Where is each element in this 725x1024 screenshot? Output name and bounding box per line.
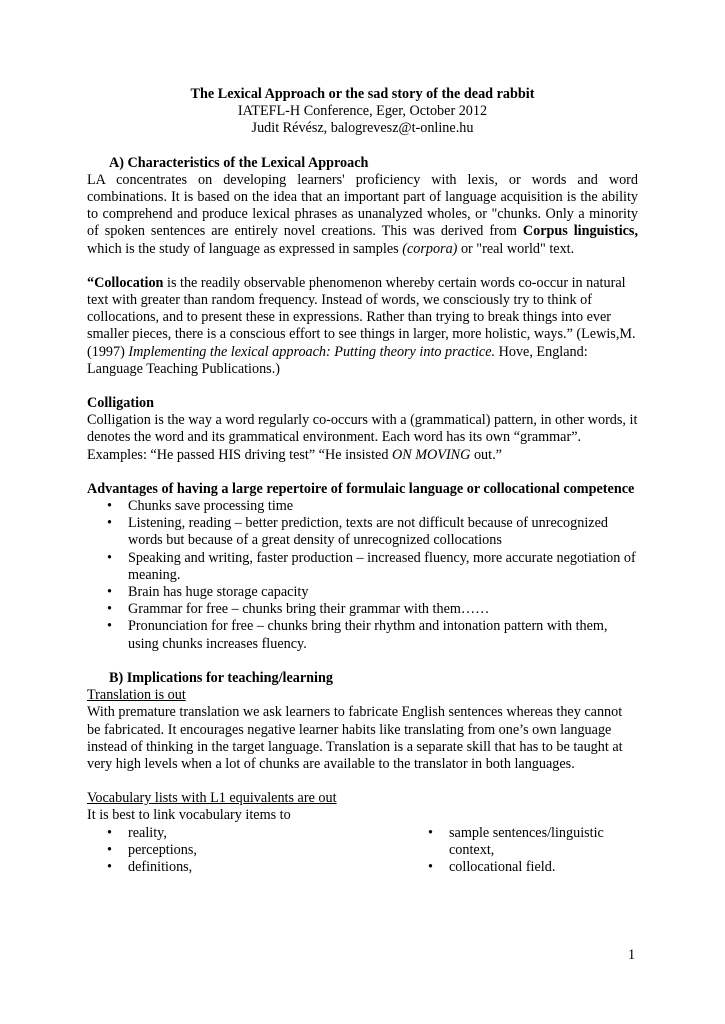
list-item-text: Speaking and writing, faster production – increased fluency, more accurate negotiation of meaning. xyxy=(128,549,636,583)
vocab-right-column xyxy=(387,825,638,877)
bullet-icon: • xyxy=(107,549,112,566)
list-item-text: Listening, reading – better prediction, texts are not difficult because of unrecognized words but because of a great density of unrecognized collocations xyxy=(128,515,608,549)
section-a-heading: A) Characteristics of the Lexical Approach xyxy=(109,154,369,171)
para1-bold-term: Corpus linguistics, xyxy=(522,223,638,240)
bullet-icon: • xyxy=(107,515,112,532)
list-item xyxy=(107,601,638,618)
vocab-columns xyxy=(87,825,638,877)
section-a-paragraph xyxy=(87,172,638,258)
list-item-text: Pronunciation for free – chunks bring their rhythm and intonation pattern with them, using chunks increases fluency. xyxy=(128,618,608,652)
colligation-end: out.” xyxy=(470,446,502,463)
list-item xyxy=(107,824,387,842)
document-title: The Lexical Approach or the sad story of the dead rabbit xyxy=(190,86,535,102)
list-item xyxy=(428,824,638,859)
list-item-text: Chunks save processing time xyxy=(128,498,294,515)
quote-text: is the readily observable phenomenon whereby certain words co-occur in natural text with greater than random frequency. Instead of words, we consciously try to think of collocations, and to present these in expressions. Rather than trying to break things into ever smaller pieces, there is a conscious effort to see things in larger, more holistic, ways.” (Lewis,M. (1997) xyxy=(87,274,636,360)
colligation-paragraph xyxy=(87,412,638,464)
bullet-icon: • xyxy=(107,584,112,601)
list-item xyxy=(107,618,638,652)
list-item-text: perceptions, xyxy=(128,841,197,858)
para1-text-3: or "real world" text. xyxy=(457,240,575,257)
conference-line: IATEFL-H Conference, Eger, October 2012 xyxy=(237,103,488,120)
list-item xyxy=(107,841,387,859)
vocab-left-list xyxy=(87,825,387,877)
vocab-left-column xyxy=(87,825,387,877)
quote-book-title: Implementing the lexical approach: Putting theory into practice. xyxy=(128,343,496,360)
list-item xyxy=(428,858,638,876)
list-item-text: Grammar for free – chunks bring their grammar with them…… xyxy=(128,601,490,618)
advantages-heading: Advantages of having a large repertoire of formulaic language or collocational competence xyxy=(87,480,635,497)
vocab-heading: Vocabulary lists with L1 equivalents are out xyxy=(87,790,337,807)
list-item-text: collocational field. xyxy=(449,858,556,875)
bullet-icon: • xyxy=(428,858,433,875)
list-item xyxy=(107,549,638,584)
bullet-icon: • xyxy=(107,601,112,618)
vocab-right-list xyxy=(408,825,638,877)
vocab-intro: It is best to link vocabulary items to xyxy=(87,807,291,824)
list-item xyxy=(107,858,387,876)
advantages-list xyxy=(87,498,638,653)
quote-end: Hove, England: Language Teaching Publications.) xyxy=(87,343,588,377)
list-item-text: reality, xyxy=(128,824,167,841)
bullet-icon: • xyxy=(107,618,112,635)
list-item xyxy=(107,515,638,549)
author-line: Judit Révész, balogrevesz@t-online.hu xyxy=(251,120,474,137)
colligation-text: Colligation is the way a word regularly co-occurs with a (grammatical) pattern, in other words, it denotes the word and its grammatical environment. Each word has its own “grammar”. Examples: “He passed HIS driving test” “He insisted xyxy=(87,412,638,463)
page-number: 1 xyxy=(628,947,636,963)
bullet-icon: • xyxy=(428,824,433,841)
para1-italic-term: (corpora) xyxy=(402,240,458,257)
list-item-text: definitions, xyxy=(128,858,193,875)
document-page xyxy=(87,86,638,876)
colligation-heading: Colligation xyxy=(87,395,155,412)
list-item-text: Brain has huge storage capacity xyxy=(128,584,309,601)
list-item xyxy=(107,498,638,515)
para1-text-2: which is the study of language as expressed in samples xyxy=(87,240,403,257)
list-item-text: sample sentences/linguistic context, xyxy=(449,824,604,858)
collocation-quote xyxy=(87,275,638,378)
translation-paragraph: With premature translation we ask learners to fabricate English sentences whereas they cannot be fabricated. It encourages negative learner habits like translating from one’s own language instead of thinking in the target language. Translation is a separate skill that has to be taught at very high levels when a lot of chunks are available to the translator in both languages. xyxy=(87,704,623,772)
collocation-term: “Collocation xyxy=(87,274,164,291)
section-b-heading: B) Implications for teaching/learning xyxy=(109,669,333,686)
bullet-icon: • xyxy=(107,841,112,858)
bullet-icon: • xyxy=(107,858,112,875)
para1-text-1: LA concentrates on developing learners' proficiency with lexis, or words and word combinations. It is based on the idea that an important part of language acquisition is the ability to comprehend and produce lexical phrases as unanalyzed wholes, or "chunks. Only a minority of spoken sentences are entirely novel creations. This was derived from xyxy=(87,171,638,240)
colligation-italic: ON MOVING xyxy=(391,446,471,463)
list-item xyxy=(107,584,638,601)
bullet-icon: • xyxy=(107,824,112,841)
bullet-icon: • xyxy=(107,498,112,515)
translation-heading: Translation is out xyxy=(87,687,186,704)
